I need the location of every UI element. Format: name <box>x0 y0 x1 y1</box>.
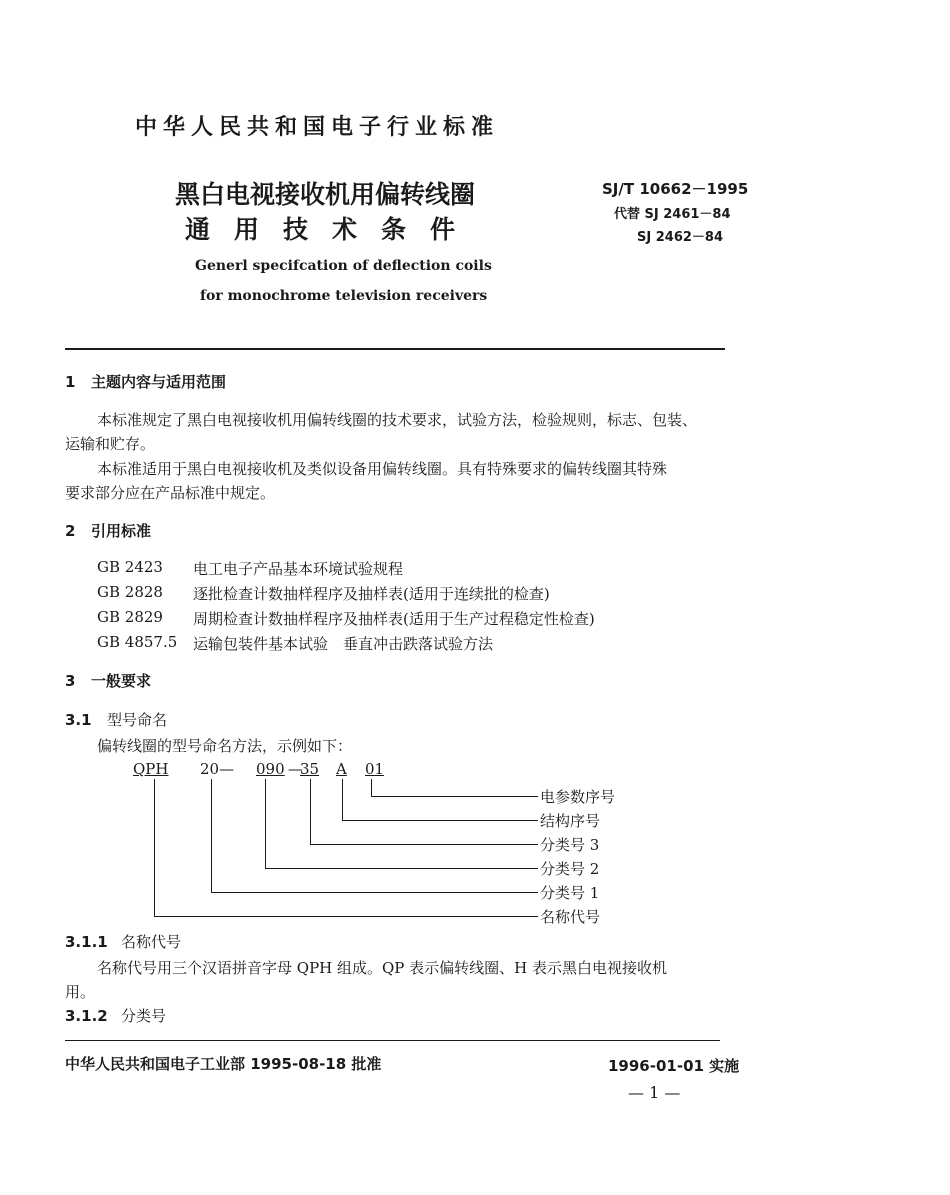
reference-code: GB 2423 <box>97 558 163 576</box>
section-title: 主题内容与适用范围 <box>91 373 227 391</box>
section-1-para1-line1: 本标准规定了黑白电视接收机用偏转线圈的技术要求，试验方法，检验规则，标志、包装、 <box>97 411 698 429</box>
leader-line <box>310 779 311 845</box>
title-english-line1: Generl specifcation of deflection coils <box>195 258 492 274</box>
section-title: 引用标准 <box>91 522 152 540</box>
leader-line <box>371 779 372 796</box>
code-part-electrical: 01 <box>365 760 385 778</box>
code-part-3: 35 <box>300 760 320 778</box>
leader-line <box>342 779 343 821</box>
top-divider <box>65 348 725 350</box>
code-part-1: 20— <box>200 760 235 778</box>
leader-line <box>211 779 212 893</box>
diagram-label: 分类号 2 <box>540 860 600 878</box>
diagram-label: 分类号 3 <box>540 836 600 854</box>
title-english-line2: for monochrome television receivers <box>200 288 488 304</box>
approval-statement: 中华人民共和国电子工业部 1995-08-18 批准 <box>65 1055 382 1073</box>
section-1-heading <box>65 371 226 392</box>
section-number: 3 <box>65 672 76 690</box>
reference-title: 周期检查计数抽样程序及抽样表(适用于生产过程稳定性检查) <box>193 610 595 628</box>
reference-title: 电工电子产品基本环境试验规程 <box>193 560 404 578</box>
reference-code: GB 2828 <box>97 583 163 601</box>
section-number: 3.1.2 <box>65 1007 108 1025</box>
diagram-label: 分类号 1 <box>540 884 600 902</box>
section-1-para1-line2: 运输和贮存。 <box>65 435 156 453</box>
section-title: 分类号 <box>121 1007 167 1025</box>
section-2-heading <box>65 520 151 541</box>
page-number: — 1 — <box>628 1083 681 1102</box>
leader-line <box>211 892 538 893</box>
diagram-label: 名称代号 <box>540 908 601 926</box>
diagram-label: 电参数序号 <box>540 788 616 806</box>
reference-code: GB 2829 <box>97 608 163 626</box>
reference-title: 运输包装件基本试验 垂直冲击跌落试验方法 <box>193 635 494 653</box>
section-title: 一般要求 <box>91 672 152 690</box>
effective-date: 1996-01-01 实施 <box>608 1057 740 1075</box>
section-title: 型号命名 <box>107 711 168 729</box>
section-1-para2-line1: 本标准适用于黑白电视接收机及类似设备用偏转线圈。具有特殊要求的偏转线圈其特殊 <box>97 460 668 478</box>
replaces-line2: SJ 2462－84 <box>637 230 723 245</box>
leader-line <box>371 796 538 797</box>
reference-code: GB 4857.5 <box>97 633 178 651</box>
footer-divider <box>65 1040 720 1041</box>
code-part-structure: A <box>336 760 347 778</box>
section-1-para2-line2: 要求部分应在产品标准中规定。 <box>65 484 276 502</box>
section-number: 1 <box>65 373 76 391</box>
section-3-heading <box>65 670 151 691</box>
section-3-1-1-para-line2: 用。 <box>65 983 96 1001</box>
replaces-line1: 代替 SJ 2461－84 <box>614 207 731 222</box>
section-3-1-2-heading <box>65 1005 166 1026</box>
section-number: 2 <box>65 522 76 540</box>
diagram-label: 结构序号 <box>540 812 601 830</box>
title-chinese-line2: 通用技术条件 <box>185 215 480 244</box>
standard-number: SJ/T 10662－1995 <box>602 180 749 198</box>
section-3-1-intro: 偏转线圈的型号命名方法，示例如下： <box>97 737 353 755</box>
leader-line <box>154 916 538 917</box>
leader-line <box>342 820 538 821</box>
section-3-1-heading <box>65 709 167 730</box>
title-chinese-line1: 黑白电视接收机用偏转线圈 <box>175 180 476 209</box>
section-title: 名称代号 <box>121 933 182 951</box>
org-header: 中华人民共和国电子行业标准 <box>135 115 500 140</box>
leader-line <box>265 868 538 869</box>
section-number: 3.1 <box>65 711 92 729</box>
leader-line <box>154 779 155 917</box>
reference-title: 逐批检查计数抽样程序及抽样表(适用于连续批的检查) <box>193 585 550 603</box>
code-separator: — <box>288 760 303 778</box>
code-part-qph: QPH <box>133 760 169 778</box>
leader-line <box>265 779 266 869</box>
section-3-1-1-heading <box>65 931 181 952</box>
section-3-1-1-para-line1: 名称代号用三个汉语拼音字母 QPH 组成。QP 表示偏转线圈、H 表示黑白电视接收机 <box>97 959 668 977</box>
code-part-2: 090 <box>256 760 285 778</box>
section-number: 3.1.1 <box>65 933 108 951</box>
leader-line <box>310 844 538 845</box>
